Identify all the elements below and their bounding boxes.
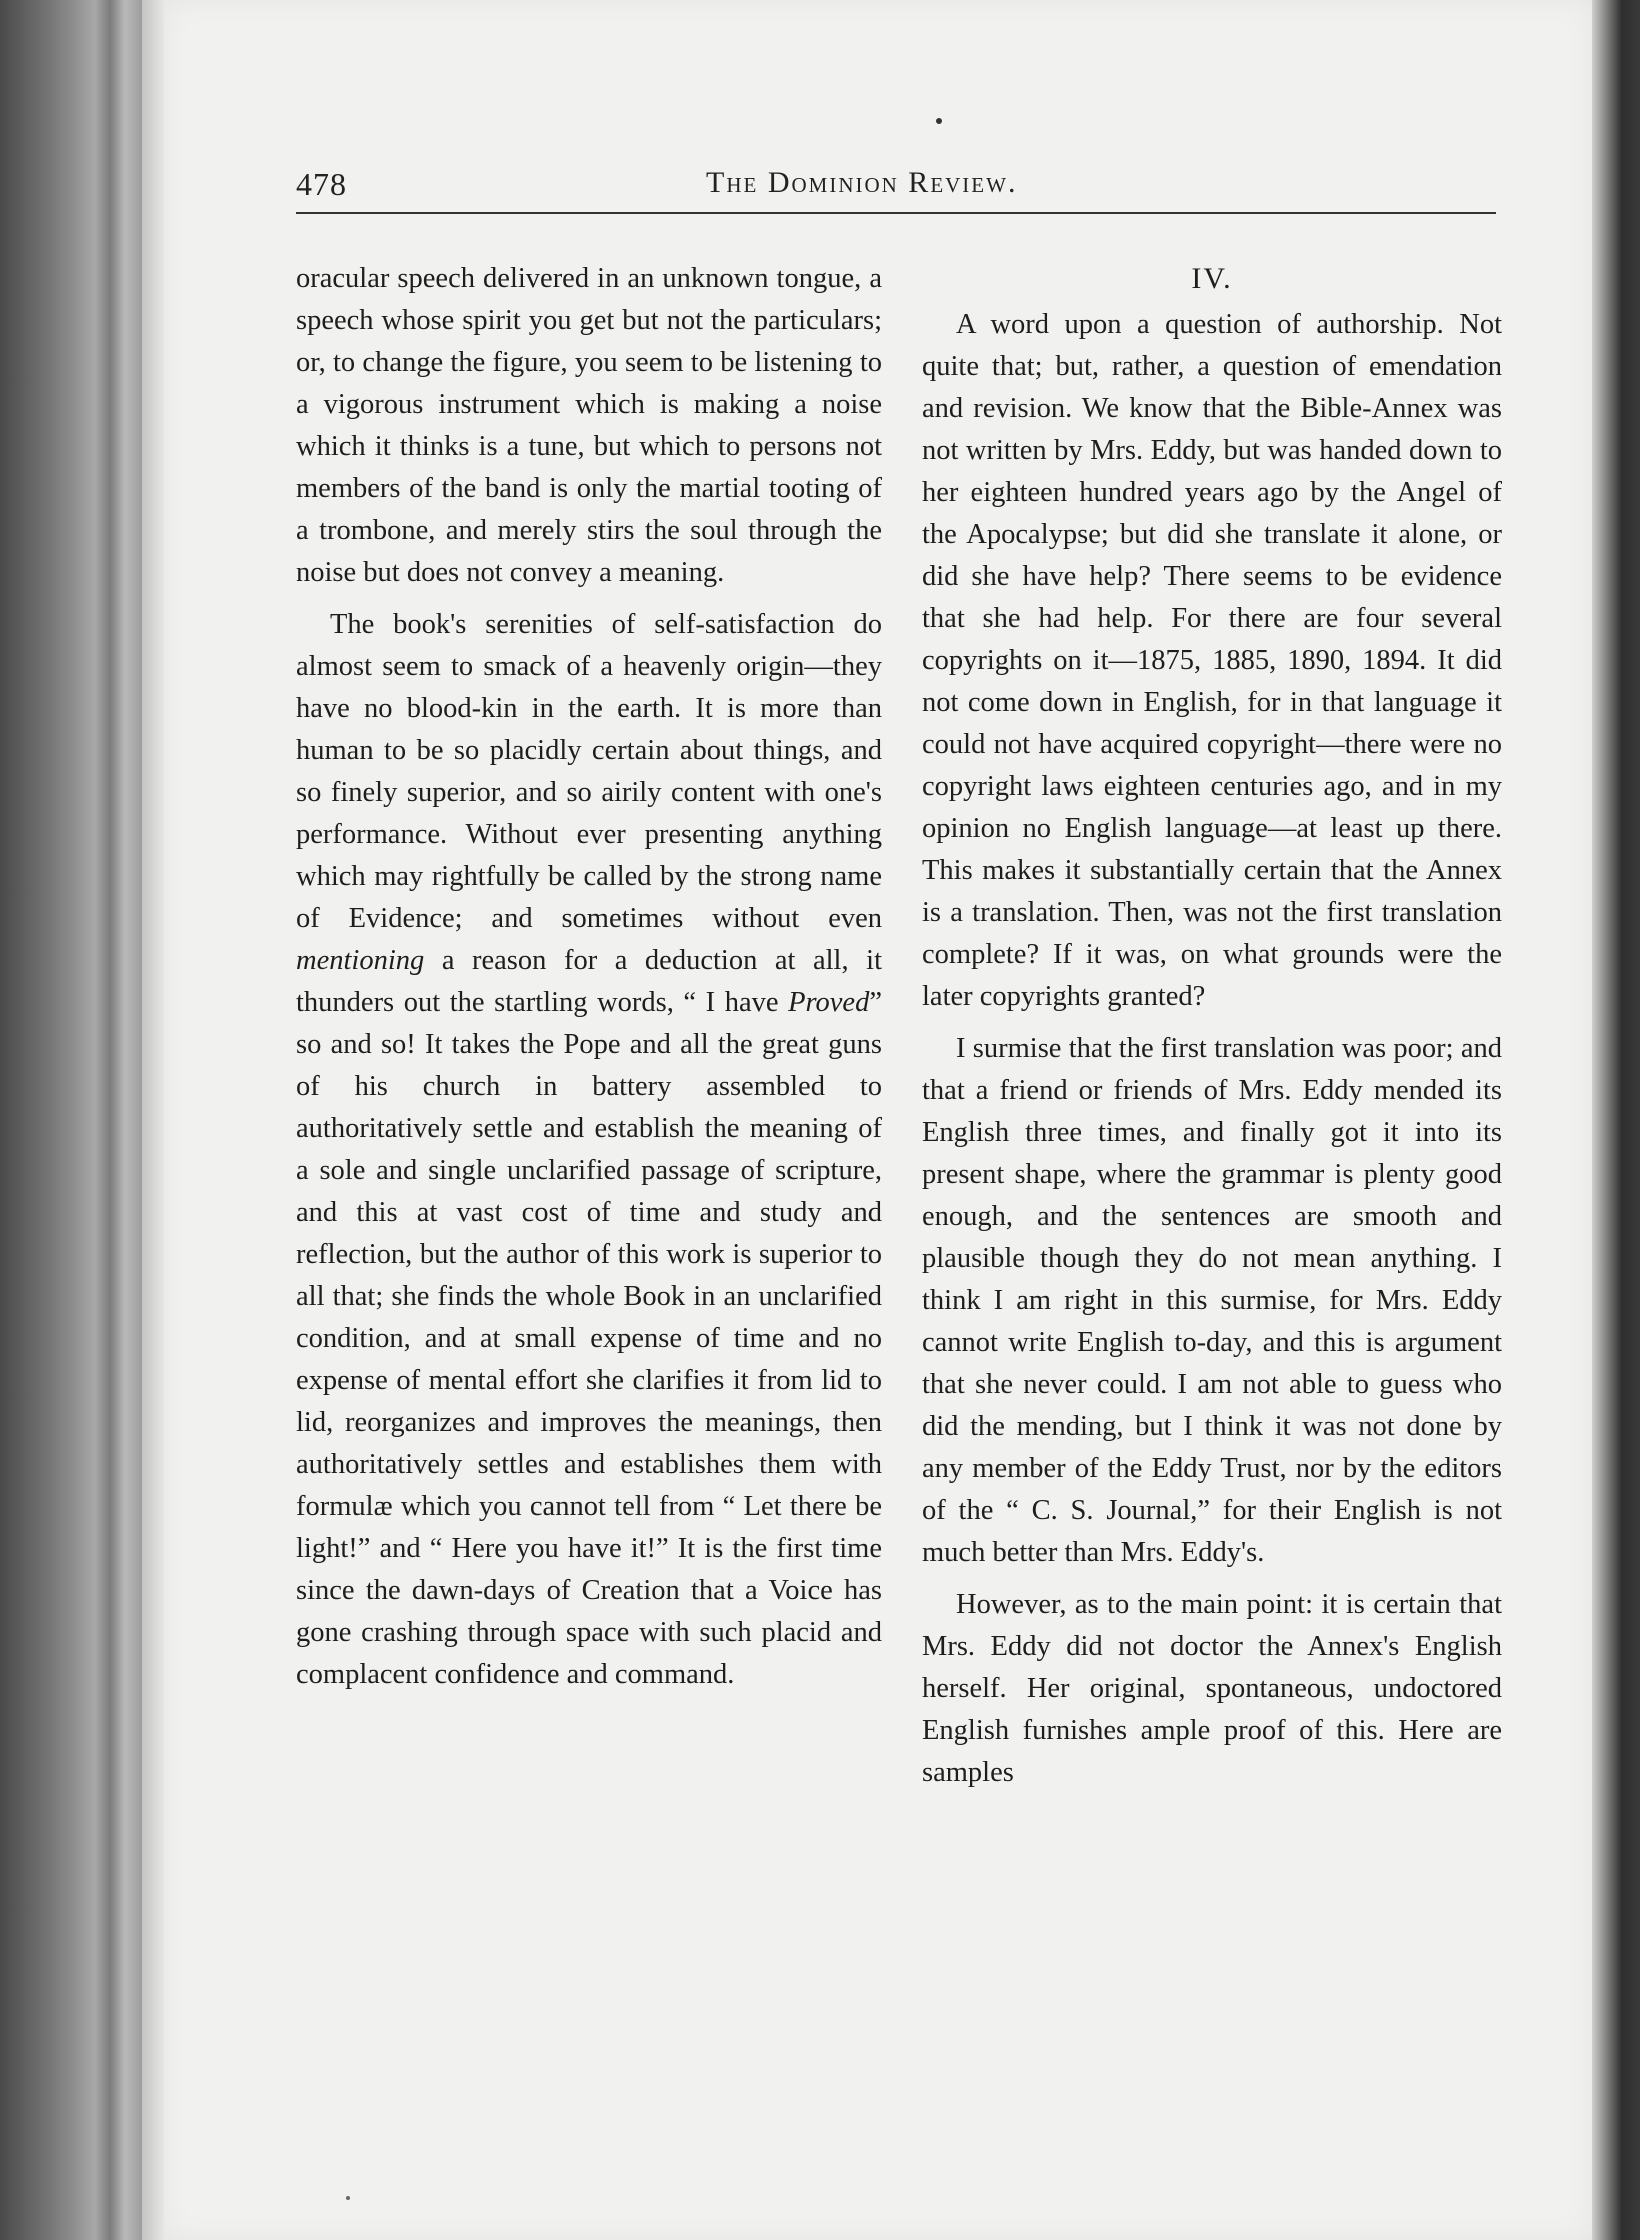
paragraph [296,604,882,1696]
page-header [296,166,1496,214]
text-run: a reason for a deduction at all, it thunders out the startling words, “ I have [296,945,882,1018]
paragraph: oracular speech delivered in an unknown tongue, a speech whose spirit you get but not the particulars; or, to change the figure, you seem to be listening to a vigorous instrument which is making a noise which it thinks is a tune, but which to persons not members of the band is only the martial tooting of a trombone, and merely stirs the soul through the noise but does not convey a meaning. [296,263,882,588]
page-number: 478 [296,166,347,202]
paragraph: However, as to the main point: it is certain that Mrs. Eddy did not doctor the Annex's English herself. Her original, spontaneous, undoctored English furnishes ample proof of this. Here are samples [922,1589,1502,1788]
facing-page-edge [1592,0,1640,2240]
running-head: The Dominion Review. [706,166,1018,199]
ink-speck [346,2196,350,2200]
text-run: The book's serenities of self-satisfaction do almost seem to smack of a heavenly origin—they have no blood-kin in the earth. It is more than human to be so placidly certain about things, and so finely superior, and so airily content with one's performance. Without ever presenting anything which may rightfully be called by the strong name of Evidence; and sometimes without even [296,609,882,934]
right-column [922,258,1502,1794]
paragraph: I surmise that the first translation was poor; and that a friend or friends of Mrs. Eddy mended its English three times, and finally got it into its present shape, where the grammar is plenty good enough, and the sentences are smooth and plausible though they do not mean anything. I think I am right in this surmise, for Mrs. Eddy cannot write English to-day, and this is argument that she never could. I am not able to guess who did the mending, but I think it was not done by any member of the Eddy Trust, nor by the editors of the “ C. S. Journal,” for their English is not much better than Mrs. Eddy's. [922,1033,1502,1568]
left-column [296,258,882,1696]
page-stack-edge [142,0,164,2240]
section-heading: IV. [1191,262,1233,295]
ink-speck [936,118,942,124]
emphasis: Proved [788,987,870,1018]
text-run: ” so and so! It takes the Pope and all the great guns of his church in battery assembled to authoritatively settle and establish the meaning of a sole and single unclarified passage of scripture, and this at vast cost of time and study and reflection, but the author of this work is superior to all that; she finds the whole Book in an unclarified condition, and at small expense of time and no expense of mental effort she clarifies it from lid to lid, reorganizes and improves the meanings, then authoritatively settles and establishes them with formulæ which you cannot tell from “ Let there be light!” and “ Here you have it!” It is the first time since the dawn-days of Creation that a Voice has gone crashing through space with such placid and complacent confidence and command. [296,987,882,1690]
paragraph: A word upon a question of authorship. Not quite that; but, rather, a question of emendation and revision. We know that the Bible-Annex was not written by Mrs. Eddy, but was handed down to her eighteen hundred years ago by the Angel of the Apocalypse; but did she translate it alone, or did she have help? There seems to be evidence that she had help. For there are four several copyrights on it—1875, 1885, 1890, 1894. It did not come down in English, for in that language it could not have acquired copyright—there were no copyright laws eighteen centuries ago, and in my opinion no English language—at least up there. This makes it substantially certain that the Annex is a translation. Then, was not the first translation complete? If it was, on what grounds were the later copyrights granted? [922,309,1502,1012]
book-spine [0,0,142,2240]
emphasis: mentioning [296,945,425,976]
